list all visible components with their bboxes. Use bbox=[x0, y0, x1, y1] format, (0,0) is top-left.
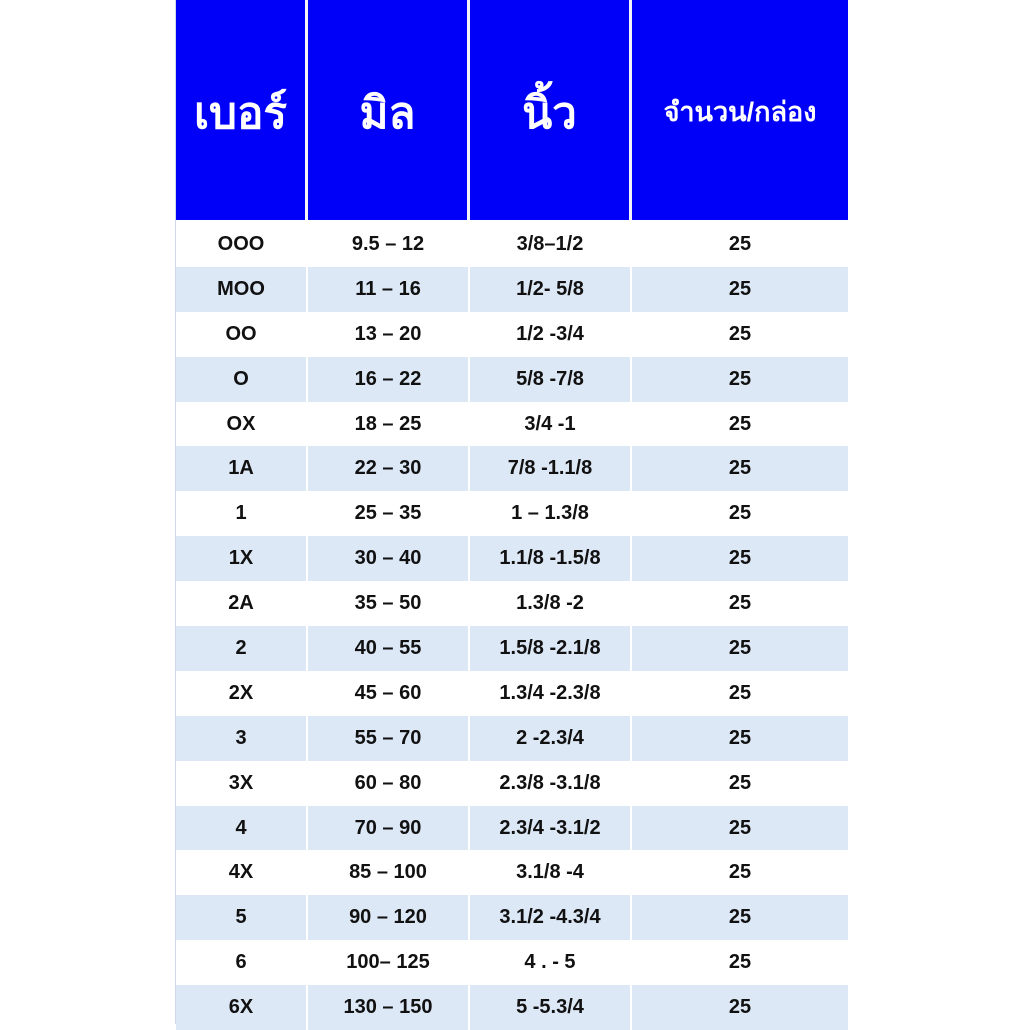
cell-size: O bbox=[176, 357, 308, 402]
cell-qty: 25 bbox=[728, 681, 752, 704]
cell-qty: 25 bbox=[728, 816, 752, 839]
cell-qty: 25 bbox=[728, 996, 752, 1019]
table-row bbox=[176, 761, 848, 806]
cell-mm: 55 – 70 bbox=[308, 716, 470, 761]
cell-inch: 1.1/8 -1.5/8 bbox=[470, 536, 632, 581]
cell-inch: 2.3/8 -3.1/8 bbox=[499, 771, 601, 794]
cell-qty: 25 bbox=[728, 726, 752, 749]
header-size-label: เบอร์ bbox=[193, 89, 288, 138]
cell-qty: 25 bbox=[728, 232, 752, 255]
cell-mm: 25 – 35 bbox=[354, 502, 422, 525]
cell-size: 6 bbox=[235, 951, 247, 974]
cell-mm: 35 – 50 bbox=[354, 592, 422, 615]
cell-mm: 100– 125 bbox=[346, 951, 430, 974]
cell-qty: 25 bbox=[728, 322, 752, 345]
cell-size: 5 bbox=[176, 895, 308, 940]
cell-mm: 22 – 30 bbox=[308, 446, 470, 491]
cell-inch: 2 -2.3/4 bbox=[470, 716, 632, 761]
cell-mm: 18 – 25 bbox=[354, 412, 422, 435]
size-table bbox=[175, 0, 848, 1024]
table-header bbox=[176, 0, 848, 220]
cell-size: 2X bbox=[228, 681, 254, 704]
cell-qty: 25 bbox=[728, 502, 752, 525]
cell-size: 1A bbox=[176, 446, 308, 491]
table-row bbox=[176, 446, 848, 491]
cell-inch: 2.3/4 -3.1/2 bbox=[470, 806, 632, 851]
cell-mm: 85 – 100 bbox=[349, 861, 427, 884]
cell-size: 3X bbox=[228, 771, 254, 794]
cell-size: 1X bbox=[176, 536, 308, 581]
cell-qty: 25 bbox=[728, 906, 752, 929]
table-row bbox=[176, 716, 848, 761]
cell-mm: 30 – 40 bbox=[308, 536, 470, 581]
cell-qty: 25 bbox=[728, 636, 752, 659]
cell-mm: 60 – 80 bbox=[354, 771, 422, 794]
header-inch-label: นิ้ว bbox=[522, 89, 577, 138]
cell-mm: 70 – 90 bbox=[308, 806, 470, 851]
cell-inch: 1 – 1.3/8 bbox=[511, 502, 589, 525]
cell-qty: 25 bbox=[728, 861, 752, 884]
cell-inch: 3.1/8 -4 bbox=[516, 861, 584, 884]
table-row bbox=[176, 536, 848, 581]
cell-size: 2A bbox=[228, 592, 254, 615]
table-row bbox=[176, 222, 848, 267]
table-row bbox=[176, 895, 848, 940]
cell-mm: 40 – 55 bbox=[308, 626, 470, 671]
cell-inch: 1.3/8 -2 bbox=[516, 592, 584, 615]
header-size bbox=[176, 0, 308, 220]
cell-size: 6X bbox=[176, 985, 308, 1030]
table-row bbox=[176, 491, 848, 536]
table-row bbox=[176, 581, 848, 626]
cell-size: 4 bbox=[176, 806, 308, 851]
cell-inch: 4 . - 5 bbox=[524, 951, 576, 974]
cell-inch: 1.5/8 -2.1/8 bbox=[470, 626, 632, 671]
cell-mm: 45 – 60 bbox=[354, 681, 422, 704]
header-mm-label: มิล bbox=[359, 89, 416, 138]
table-row bbox=[176, 402, 848, 447]
cell-qty: 25 bbox=[728, 547, 752, 570]
header-qty bbox=[632, 0, 848, 220]
cell-inch: 1/2 -3/4 bbox=[516, 322, 584, 345]
cell-mm: 90 – 120 bbox=[308, 895, 470, 940]
cell-inch: 7/8 -1.1/8 bbox=[470, 446, 632, 491]
cell-mm: 130 – 150 bbox=[308, 985, 470, 1030]
cell-qty: 25 bbox=[728, 367, 752, 390]
table-body bbox=[176, 222, 848, 1030]
cell-mm: 9.5 – 12 bbox=[351, 232, 425, 255]
cell-inch: 5/8 -7/8 bbox=[470, 357, 632, 402]
cell-mm: 16 – 22 bbox=[308, 357, 470, 402]
header-mm bbox=[308, 0, 470, 220]
cell-size: OO bbox=[225, 322, 257, 345]
table-row bbox=[176, 985, 848, 1030]
cell-size: OX bbox=[226, 412, 256, 435]
cell-size: 4X bbox=[228, 861, 254, 884]
cell-qty: 25 bbox=[728, 771, 752, 794]
table-row bbox=[176, 267, 848, 312]
table-row bbox=[176, 671, 848, 716]
cell-qty: 25 bbox=[728, 951, 752, 974]
cell-size: 1 bbox=[235, 502, 247, 525]
cell-mm: 11 – 16 bbox=[308, 267, 470, 312]
cell-mm: 13 – 20 bbox=[354, 322, 422, 345]
cell-size: 2 bbox=[176, 626, 308, 671]
table-row bbox=[176, 357, 848, 402]
cell-qty: 25 bbox=[728, 457, 752, 480]
cell-inch: 5 -5.3/4 bbox=[470, 985, 632, 1030]
table-row bbox=[176, 806, 848, 851]
cell-inch: 3/8–1/2 bbox=[516, 232, 584, 255]
cell-size: OOO bbox=[217, 232, 265, 255]
cell-inch: 1/2- 5/8 bbox=[470, 267, 632, 312]
table-row bbox=[176, 626, 848, 671]
cell-qty: 25 bbox=[728, 277, 752, 300]
header-qty-label: จำนวน/กล่อง bbox=[663, 96, 817, 127]
cell-qty: 25 bbox=[728, 592, 752, 615]
table-row bbox=[176, 940, 848, 985]
cell-inch: 3/4 -1 bbox=[524, 412, 576, 435]
cell-size: MOO bbox=[176, 267, 308, 312]
table-row bbox=[176, 850, 848, 895]
table-row bbox=[176, 312, 848, 357]
cell-qty: 25 bbox=[728, 412, 752, 435]
header-inch bbox=[470, 0, 632, 220]
cell-size: 3 bbox=[176, 716, 308, 761]
cell-inch: 1.3/4 -2.3/8 bbox=[499, 681, 601, 704]
cell-inch: 3.1/2 -4.3/4 bbox=[470, 895, 632, 940]
